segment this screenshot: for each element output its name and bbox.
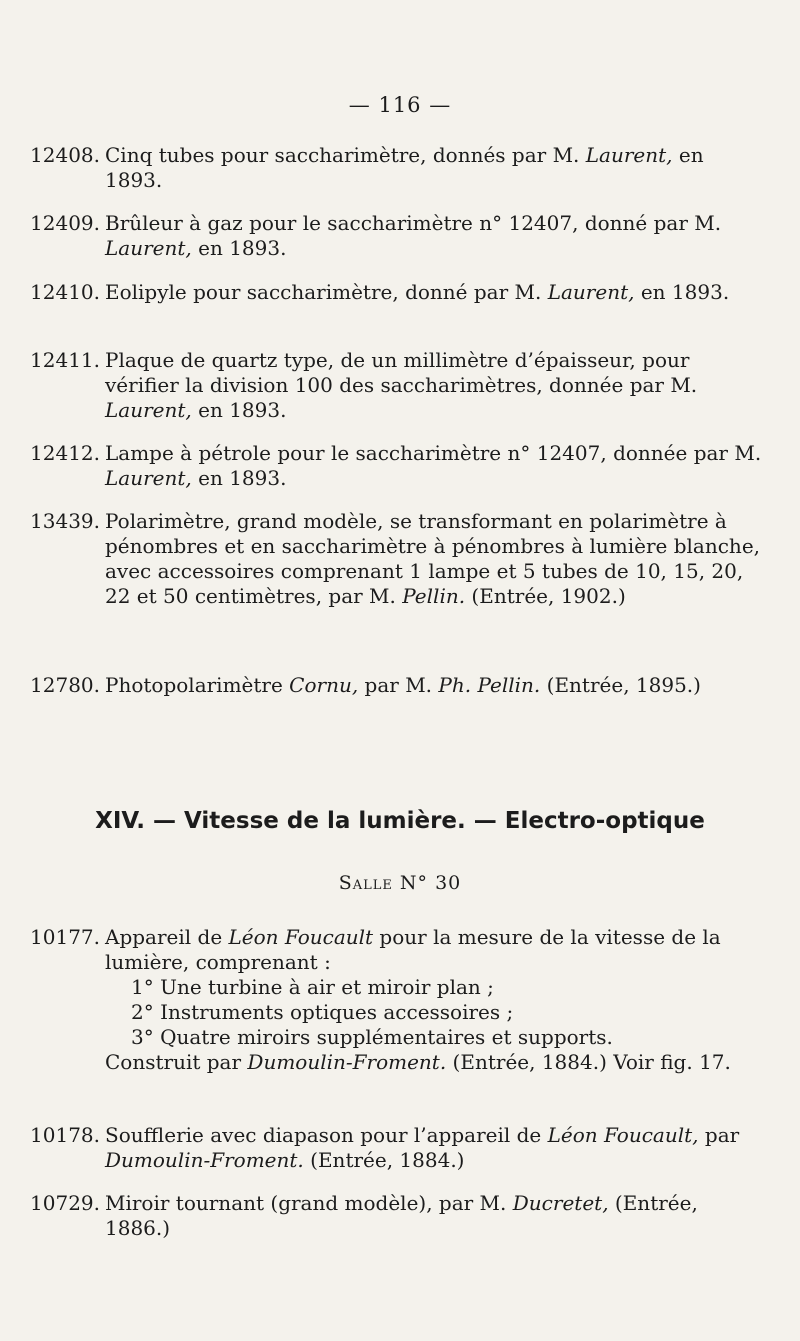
entry-number: 12408. xyxy=(30,143,100,167)
entry-13439 xyxy=(30,509,765,609)
entry-12780 xyxy=(30,673,765,698)
entry-text: Appareil de Léon Foucault pour la mesure de la vitesse de la lumière, comprenant : xyxy=(105,925,721,974)
section-title: XIV. — Vitesse de la lumière. — Electro-optique xyxy=(95,808,705,834)
entry-text: Soufflerie avec diapason pour l’appareil de Léon Foucault, par Dumoulin-Froment. (Entrée, 1884.) xyxy=(105,1123,740,1172)
entry-subitem: 3° Quatre miroirs supplémentaires et supports. xyxy=(131,1025,613,1049)
entry-subitem: 2° Instruments optiques accessoires ; xyxy=(131,1000,514,1024)
entry-10729 xyxy=(30,1191,765,1241)
entry-text: Miroir tournant (grand modèle), par M. Ducretet, (Entrée, 1886.) xyxy=(105,1191,698,1240)
entry-text: Construit par Dumoulin-Froment. (Entrée, 1884.) Voir fig. 17. xyxy=(105,1050,731,1074)
room-label: Salle N° 30 xyxy=(338,872,462,894)
entry-number: 10729. xyxy=(30,1191,100,1215)
entry-text: Photopolarimètre Cornu, par M. Ph. Pellin. (Entrée, 1895.) xyxy=(105,673,701,697)
entry-number: 12780. xyxy=(30,673,100,697)
entry-12411 xyxy=(30,348,765,423)
entry-number: 12409. xyxy=(30,211,100,235)
entry-number: 10178. xyxy=(30,1123,100,1147)
entry-12408 xyxy=(30,143,765,193)
entry-12412 xyxy=(30,441,765,491)
entry-text: Lampe à pétrole pour le saccharimètre n° 12407, donnée par M. Laurent, en 1893. xyxy=(105,441,762,490)
entry-number: 12410. xyxy=(30,280,100,304)
entry-number: 10177. xyxy=(30,925,100,949)
entry-text: Eolipyle pour saccharimètre, donné par M. Laurent, en 1893. xyxy=(105,280,730,304)
entry-number: 12412. xyxy=(30,441,100,465)
entry-10177 xyxy=(30,925,765,1075)
entry-number: 12411. xyxy=(30,348,100,372)
entry-number: 13439. xyxy=(30,509,100,533)
entry-12409 xyxy=(30,211,765,261)
page-number: — 116 — xyxy=(348,93,452,117)
entry-text: Cinq tubes pour saccharimètre, donnés par M. Laurent, en 1893. xyxy=(105,143,704,192)
entry-12410 xyxy=(30,280,765,305)
entry-10178 xyxy=(30,1123,765,1173)
entry-subitem: 1° Une turbine à air et miroir plan ; xyxy=(131,975,494,999)
entry-text: Brûleur à gaz pour le saccharimètre n° 12407, donné par M. Laurent, en 1893. xyxy=(105,211,722,260)
entry-text: Polarimètre, grand modèle, se transformant en polarimètre à pénombres et en saccharimètre à pénombres à lumière blanche, avec accessoires comprenant 1 lampe et 5 tubes de 10, 15, 20, 22 et 50 centimètres, par M. Pellin. (Entrée, 1902.) xyxy=(105,509,761,608)
entry-text: Plaque de quartz type, de un millimètre d’épaisseur, pour vérifier la division 100 des saccharimètres, donnée par M. Laurent, en 1893. xyxy=(105,348,698,422)
